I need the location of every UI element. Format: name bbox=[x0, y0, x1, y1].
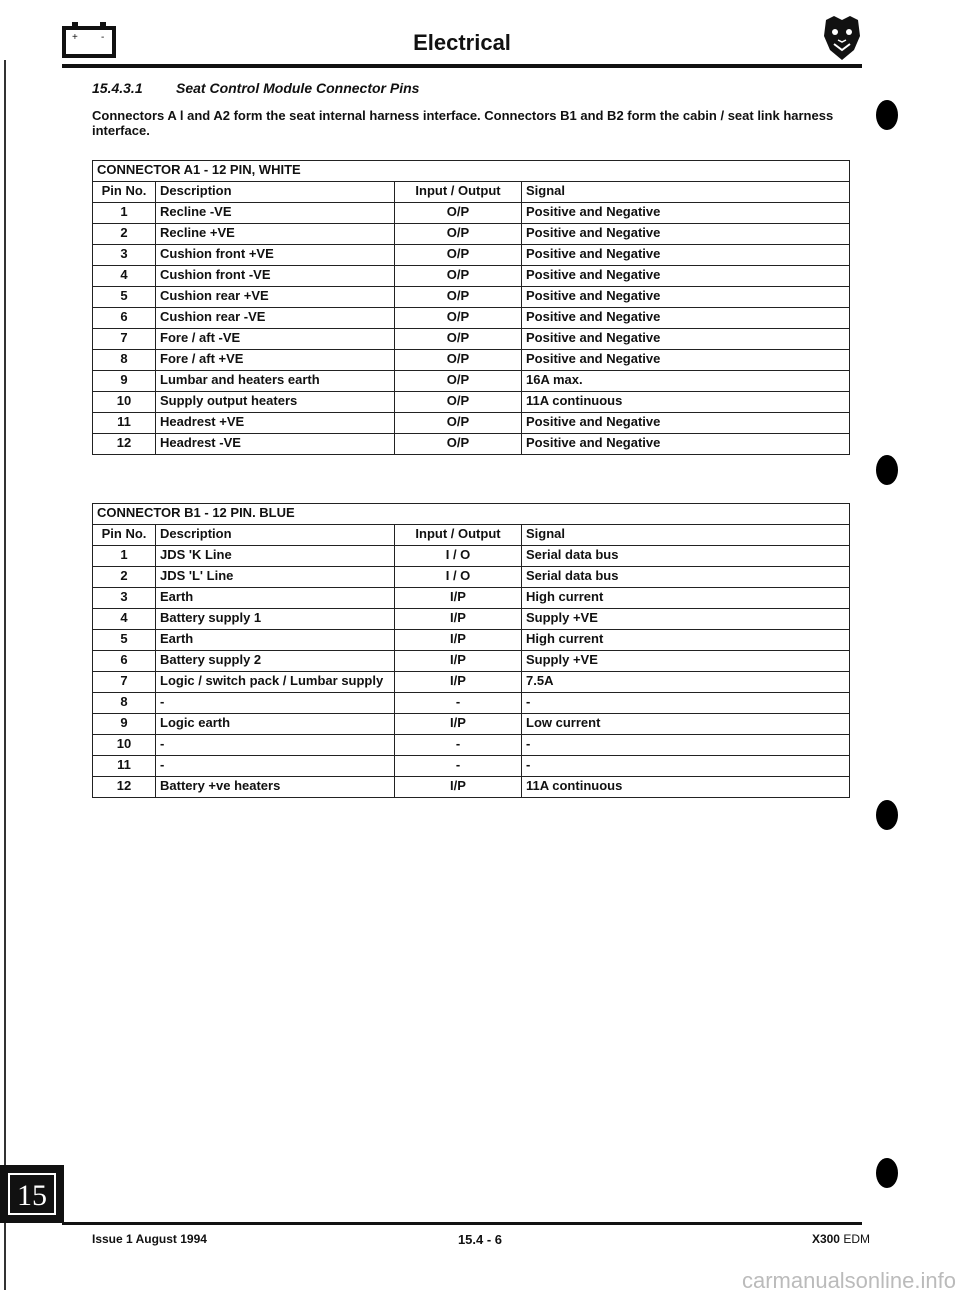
table-row bbox=[93, 672, 850, 693]
table-row bbox=[93, 567, 850, 588]
pin-cell: 8 bbox=[93, 350, 156, 371]
io-cell: I/P bbox=[395, 588, 522, 609]
pin-cell: 1 bbox=[93, 546, 156, 567]
svg-text:-: - bbox=[101, 32, 105, 43]
section-number: 15.4.3.1 bbox=[92, 80, 143, 96]
pin-cell: 12 bbox=[93, 777, 156, 798]
section-heading bbox=[92, 80, 419, 96]
io-cell: - bbox=[395, 693, 522, 714]
pin-cell: 9 bbox=[93, 371, 156, 392]
margin-bullet bbox=[876, 1158, 898, 1188]
table-header-row bbox=[93, 182, 850, 203]
table-header-row bbox=[93, 525, 850, 546]
pin-cell: 5 bbox=[93, 287, 156, 308]
svg-text:+: + bbox=[72, 32, 78, 43]
description-cell: Battery supply 2 bbox=[156, 651, 395, 672]
pin-cell: 12 bbox=[93, 434, 156, 455]
header-description: Description bbox=[156, 525, 395, 546]
io-cell: I/P bbox=[395, 672, 522, 693]
pin-cell: 4 bbox=[93, 266, 156, 287]
io-cell: O/P bbox=[395, 224, 522, 245]
signal-cell: Positive and Negative bbox=[522, 413, 850, 434]
footer-page-number: 15.4 - 6 bbox=[457, 1232, 503, 1247]
header-io: Input / Output bbox=[395, 525, 522, 546]
io-cell: I/P bbox=[395, 651, 522, 672]
table-row bbox=[93, 371, 850, 392]
pin-cell: 7 bbox=[93, 672, 156, 693]
signal-cell: Positive and Negative bbox=[522, 350, 850, 371]
signal-cell: Positive and Negative bbox=[522, 308, 850, 329]
pin-cell: 11 bbox=[93, 413, 156, 434]
description-cell: - bbox=[156, 756, 395, 777]
io-cell: I/P bbox=[395, 609, 522, 630]
description-cell: Supply output heaters bbox=[156, 392, 395, 413]
description-cell: Fore / aft -VE bbox=[156, 329, 395, 350]
table-row bbox=[93, 245, 850, 266]
pin-cell: 9 bbox=[93, 714, 156, 735]
pin-cell: 3 bbox=[93, 588, 156, 609]
pin-cell: 3 bbox=[93, 245, 156, 266]
connector-b1-table bbox=[92, 503, 850, 798]
table-row bbox=[93, 630, 850, 651]
description-cell: - bbox=[156, 735, 395, 756]
io-cell: O/P bbox=[395, 266, 522, 287]
table-row bbox=[93, 203, 850, 224]
table-row bbox=[93, 777, 850, 798]
description-cell: Logic earth bbox=[156, 714, 395, 735]
signal-cell: - bbox=[522, 756, 850, 777]
signal-cell: 11A continuous bbox=[522, 392, 850, 413]
io-cell: I/P bbox=[395, 714, 522, 735]
signal-cell: High current bbox=[522, 630, 850, 651]
pin-cell: 2 bbox=[93, 567, 156, 588]
pin-cell: 10 bbox=[93, 392, 156, 413]
table-row bbox=[93, 714, 850, 735]
signal-cell: Positive and Negative bbox=[522, 329, 850, 350]
signal-cell: Serial data bus bbox=[522, 546, 850, 567]
footer-model bbox=[812, 1232, 870, 1246]
signal-cell: Supply +VE bbox=[522, 609, 850, 630]
table-row bbox=[93, 693, 850, 714]
io-cell: O/P bbox=[395, 287, 522, 308]
description-cell: Battery +ve heaters bbox=[156, 777, 395, 798]
signal-cell: Low current bbox=[522, 714, 850, 735]
signal-cell: Positive and Negative bbox=[522, 224, 850, 245]
table-row bbox=[93, 392, 850, 413]
description-cell: Lumbar and heaters earth bbox=[156, 371, 395, 392]
description-cell: Recline +VE bbox=[156, 224, 395, 245]
footer-model-code: X300 bbox=[811, 1232, 840, 1246]
table-row bbox=[93, 588, 850, 609]
description-cell: JDS 'L' Line bbox=[156, 567, 395, 588]
io-cell: O/P bbox=[395, 434, 522, 455]
description-cell: Logic / switch pack / Lumbar supply bbox=[156, 672, 395, 693]
header-io: Input / Output bbox=[395, 182, 522, 203]
io-cell: I / O bbox=[395, 567, 522, 588]
signal-cell: Positive and Negative bbox=[522, 245, 850, 266]
io-cell: O/P bbox=[395, 308, 522, 329]
io-cell: O/P bbox=[395, 392, 522, 413]
connector-a1-table bbox=[92, 160, 850, 455]
table-row bbox=[93, 350, 850, 371]
pin-cell: 10 bbox=[93, 735, 156, 756]
table-row bbox=[93, 651, 850, 672]
io-cell: - bbox=[395, 756, 522, 777]
intro-paragraph: Connectors A l and A2 form the seat internal harness interface. Connectors B1 and B2 form the cabin / seat link harness interface. bbox=[92, 108, 834, 138]
margin-bullet bbox=[876, 100, 898, 130]
signal-cell: 11A continuous bbox=[522, 777, 850, 798]
footer-issue: Issue 1 August 1994 bbox=[92, 1232, 207, 1246]
io-cell: I/P bbox=[395, 630, 522, 651]
io-cell: O/P bbox=[395, 329, 522, 350]
margin-bullet bbox=[876, 800, 898, 830]
signal-cell: - bbox=[522, 735, 850, 756]
chapter-number: 15 bbox=[8, 1173, 56, 1215]
pin-cell: 7 bbox=[93, 329, 156, 350]
pin-cell: 4 bbox=[93, 609, 156, 630]
pin-cell: 6 bbox=[93, 308, 156, 329]
margin-bullet bbox=[876, 455, 898, 485]
io-cell: O/P bbox=[395, 371, 522, 392]
header-pin: Pin No. bbox=[93, 182, 156, 203]
pin-cell: 2 bbox=[93, 224, 156, 245]
page-header bbox=[62, 14, 862, 64]
header-signal: Signal bbox=[522, 182, 850, 203]
io-cell: O/P bbox=[395, 350, 522, 371]
signal-cell: Positive and Negative bbox=[522, 287, 850, 308]
signal-cell: Positive and Negative bbox=[522, 266, 850, 287]
description-cell: Earth bbox=[156, 630, 395, 651]
header-pin: Pin No. bbox=[93, 525, 156, 546]
description-cell: Fore / aft +VE bbox=[156, 350, 395, 371]
pin-cell: 6 bbox=[93, 651, 156, 672]
table-row bbox=[93, 224, 850, 245]
section-title: Seat Control Module Connector Pins bbox=[176, 80, 420, 96]
page-title: Electrical bbox=[413, 30, 511, 55]
chapter-tab bbox=[0, 1165, 64, 1223]
table-row bbox=[93, 434, 850, 455]
description-cell: Earth bbox=[156, 588, 395, 609]
pin-cell: 8 bbox=[93, 693, 156, 714]
table-row bbox=[93, 546, 850, 567]
description-cell: Headrest -VE bbox=[156, 434, 395, 455]
io-cell: O/P bbox=[395, 413, 522, 434]
header-signal: Signal bbox=[522, 525, 850, 546]
description-cell: Cushion rear -VE bbox=[156, 308, 395, 329]
description-cell: Cushion rear +VE bbox=[156, 287, 395, 308]
description-cell: Recline -VE bbox=[156, 203, 395, 224]
footer-model-suffix: EDM bbox=[843, 1232, 870, 1246]
watermark: carmanualsonline.info bbox=[741, 1268, 956, 1293]
io-cell: I/P bbox=[395, 777, 522, 798]
table-row bbox=[93, 735, 850, 756]
description-cell: Battery supply 1 bbox=[156, 609, 395, 630]
table-caption: CONNECTOR B1 - 12 PIN. BLUE bbox=[93, 504, 850, 525]
signal-cell: 16A max. bbox=[522, 371, 850, 392]
signal-cell: Positive and Negative bbox=[522, 203, 850, 224]
header-description: Description bbox=[156, 182, 395, 203]
pin-cell: 5 bbox=[93, 630, 156, 651]
io-cell: - bbox=[395, 735, 522, 756]
table-row bbox=[93, 413, 850, 434]
signal-cell: Supply +VE bbox=[522, 651, 850, 672]
description-cell: - bbox=[156, 693, 395, 714]
description-cell: JDS 'K Line bbox=[156, 546, 395, 567]
pin-cell: 1 bbox=[93, 203, 156, 224]
table-row bbox=[93, 308, 850, 329]
io-cell: O/P bbox=[395, 245, 522, 266]
table-row bbox=[93, 329, 850, 350]
signal-cell: - bbox=[522, 693, 850, 714]
header-rule bbox=[62, 64, 862, 68]
table-caption: CONNECTOR A1 - 12 PIN, WHITE bbox=[93, 161, 850, 182]
table-row bbox=[93, 266, 850, 287]
pin-cell: 11 bbox=[93, 756, 156, 777]
table-row bbox=[93, 287, 850, 308]
signal-cell: 7.5A bbox=[522, 672, 850, 693]
signal-cell: High current bbox=[522, 588, 850, 609]
signal-cell: Positive and Negative bbox=[522, 434, 850, 455]
footer-rule bbox=[62, 1222, 862, 1225]
description-cell: Cushion front +VE bbox=[156, 245, 395, 266]
description-cell: Cushion front -VE bbox=[156, 266, 395, 287]
table-row bbox=[93, 609, 850, 630]
left-margin-line bbox=[4, 60, 6, 1290]
io-cell: O/P bbox=[395, 203, 522, 224]
jaguar-head-logo-icon bbox=[822, 14, 862, 62]
io-cell: I / O bbox=[395, 546, 522, 567]
description-cell: Headrest +VE bbox=[156, 413, 395, 434]
table-row bbox=[93, 756, 850, 777]
signal-cell: Serial data bus bbox=[522, 567, 850, 588]
